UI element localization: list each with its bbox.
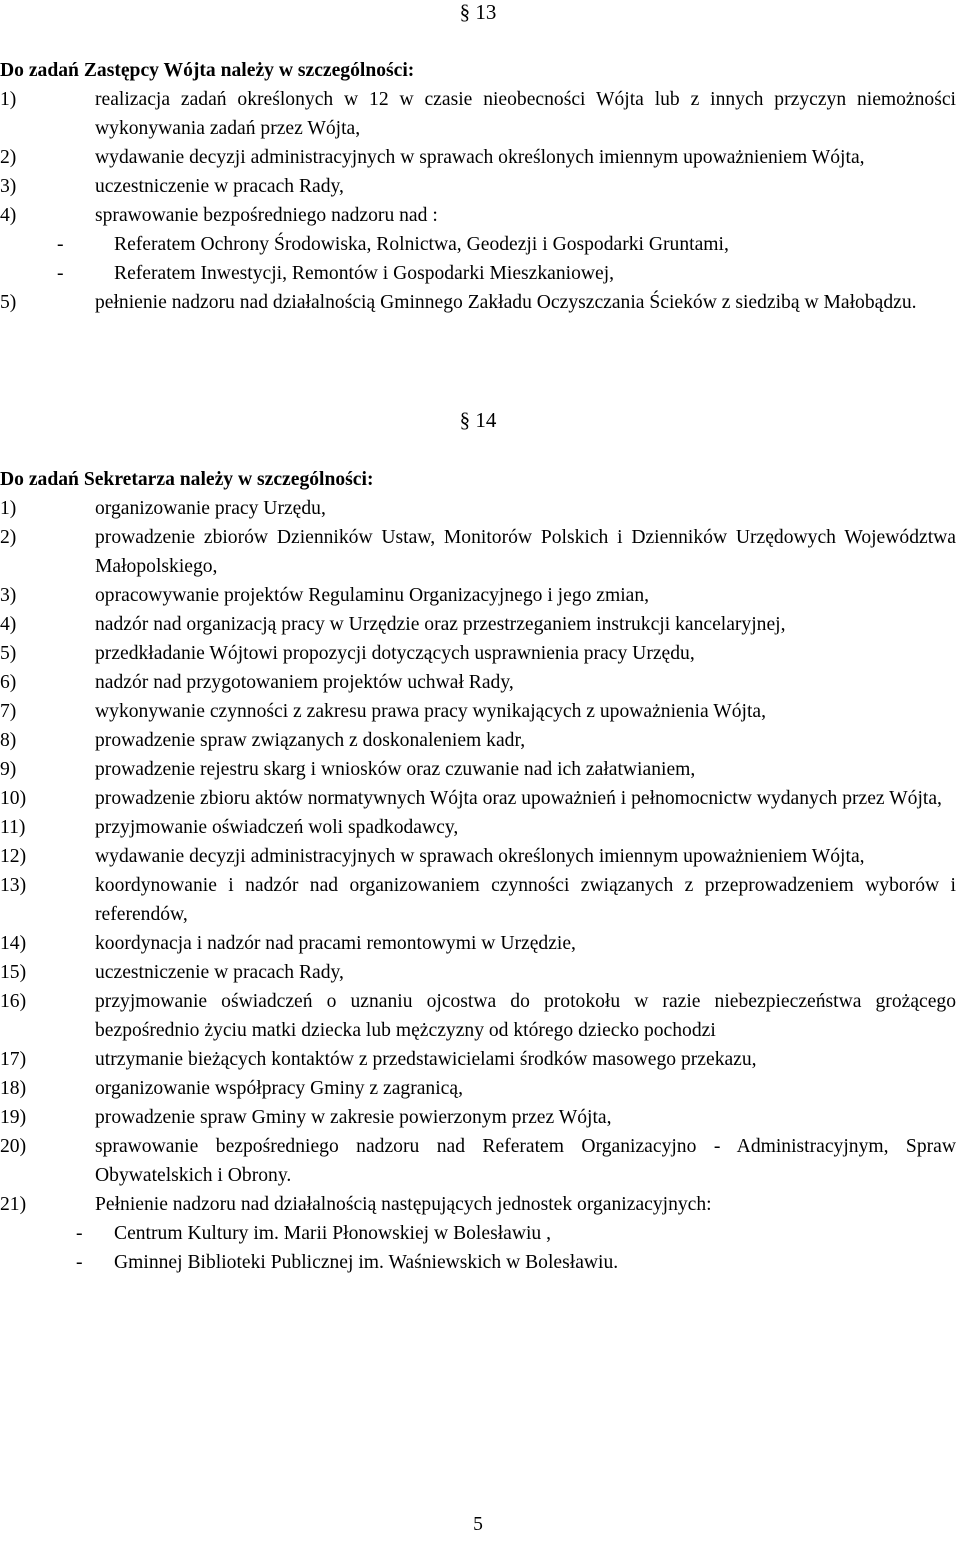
sub-list-item: - Gminnej Biblioteki Publicznej im. Waśniewskich w Bolesławiu.	[76, 1252, 619, 1273]
list-item: 13) koordynowanie i nadzór nad organizowaniem czynności związanych z przeprowadzeniem wyborów i referendów,	[0, 875, 956, 925]
list-item: 1) realizacja zadań określonych w 12 w czasie nieobecności Wójta lub z innych przyczyn niemożności wykonywania zadań przez Wójta,	[0, 89, 956, 139]
list-item: 8) prowadzenie spraw związanych z doskonaleniem kadr,	[0, 730, 526, 751]
list-item: 12) wydawanie decyzji administracyjnych w sprawach określonych imiennym upoważnieniem Wójta,	[0, 846, 865, 867]
section-13-mark: § 13	[459, 0, 497, 24]
list-item: 18) organizowanie współpracy Gminy z zagranicą,	[0, 1078, 463, 1099]
list-item: 15) uczestniczenie w pracach Rady,	[0, 962, 344, 983]
section-13-heading: Do zadań Zastępcy Wójta należy w szczególności:	[0, 60, 415, 81]
list-item: 17) utrzymanie bieżących kontaktów z przedstawicielami środków masowego przekazu,	[0, 1049, 757, 1070]
section-14-list	[0, 494, 956, 1277]
list-item: 9) prowadzenie rejestru skarg i wniosków oraz czuwanie nad ich załatwianiem,	[0, 759, 696, 780]
list-item: 7) wykonywanie czynności z zakresu prawa pracy wynikających z upoważnienia Wójta,	[0, 701, 766, 722]
sub-list-item: - Centrum Kultury im. Marii Płonowskiej w Bolesławiu ,	[76, 1223, 552, 1244]
list-item: 3) uczestniczenie w pracach Rady,	[0, 176, 344, 197]
section-14-heading: Do zadań Sekretarza należy w szczególności:	[0, 469, 374, 490]
sub-list-item: - Referatem Ochrony Środowiska, Rolnictwa, Geodezji i Gospodarki Gruntami,	[57, 234, 729, 255]
list-item: 19) prowadzenie spraw Gminy w zakresie powierzonym przez Wójta,	[0, 1107, 612, 1128]
section-13-list	[0, 85, 956, 317]
sub-list-item: - Referatem Inwestycji, Remontów i Gospodarki Mieszkaniowej,	[57, 263, 615, 284]
list-item: 14) koordynacja i nadzór nad pracami remontowymi w Urzędzie,	[0, 933, 576, 954]
list-item: 2) prowadzenie zbiorów Dzienników Ustaw, Monitorów Polskich i Dzienników Urzędowych Województwa Małopolskiego,	[0, 527, 956, 577]
list-item: 5) pełnienie nadzoru nad działalnością Gminnego Zakładu Oczyszczania Ścieków z siedzibą w Małobądzu.	[0, 292, 917, 313]
list-item: 20) sprawowanie bezpośredniego nadzoru nad Referatem Organizacyjno - Administracyjnym, Spraw Obywatelskich i Obrony.	[0, 1136, 956, 1186]
list-item: 4) nadzór nad organizacją pracy w Urzędzie oraz przestrzeganiem instrukcji kancelaryjnej,	[0, 614, 786, 635]
list-item: 2) wydawanie decyzji administracyjnych w sprawach określonych imiennym upoważnieniem Wójta,	[0, 147, 865, 168]
page-number: 5	[473, 1514, 483, 1535]
list-item: 3) opracowywanie projektów Regulaminu Organizacyjnego i jego zmian,	[0, 585, 650, 606]
list-item: 16) przyjmowanie oświadczeń o uznaniu ojcostwa do protokołu w razie niebezpieczeństwa grożącego bezpośrednio życiu matki dziecka lub mężczyzny od którego dziecko pochodzi	[0, 991, 956, 1041]
list-item: 1) organizowanie pracy Urzędu,	[0, 498, 326, 519]
list-item: 4) sprawowanie bezpośredniego nadzoru nad :	[0, 205, 438, 226]
list-item: 21) Pełnienie nadzoru nad działalnością następujących jednostek organizacyjnych:	[0, 1194, 712, 1215]
list-item: 10) prowadzenie zbioru aktów normatywnych Wójta oraz upoważnień i pełnomocnictw wydanych przez Wójta,	[0, 788, 942, 809]
list-item: 6) nadzór nad przygotowaniem projektów uchwał Rady,	[0, 672, 514, 693]
section-14-mark: § 14	[459, 408, 497, 432]
list-item: 5) przedkładanie Wójtowi propozycji dotyczących usprawnienia pracy Urzędu,	[0, 643, 695, 664]
list-item: 11) przyjmowanie oświadczeń woli spadkodawcy,	[0, 817, 459, 838]
